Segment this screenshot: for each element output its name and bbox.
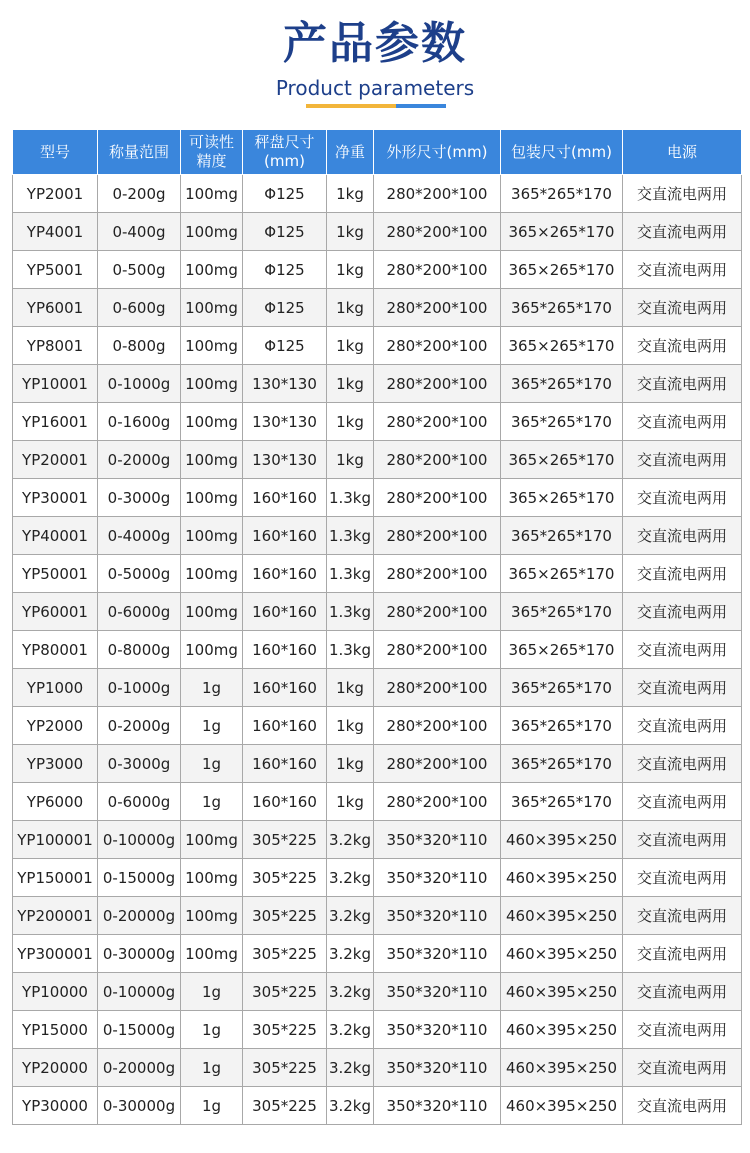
table-body (13, 175, 742, 1125)
table-cell: 交直流电两用 (623, 555, 742, 593)
table-cell: 0-20000g (98, 897, 181, 935)
table-cell: 365×265*170 (501, 327, 623, 365)
table-cell: 交直流电两用 (623, 1049, 742, 1087)
table-cell: 交直流电两用 (623, 479, 742, 517)
table-row (13, 821, 742, 859)
table-cell: 280*200*100 (374, 669, 501, 707)
product-parameters-table (12, 129, 742, 1125)
table-cell: 100mg (181, 631, 243, 669)
table-cell: 100mg (181, 251, 243, 289)
table-cell: 交直流电两用 (623, 1087, 742, 1125)
table-cell: Φ125 (243, 175, 327, 213)
table-row (13, 745, 742, 783)
column-header: 可读性 精度 (181, 130, 243, 175)
table-cell: 交直流电两用 (623, 669, 742, 707)
table-row (13, 365, 742, 403)
table-cell: 350*320*110 (374, 897, 501, 935)
table-cell: 1kg (327, 745, 374, 783)
table-cell: YP1000 (13, 669, 98, 707)
table-cell: 3.2kg (327, 935, 374, 973)
table-cell: 280*200*100 (374, 517, 501, 555)
table-cell: 280*200*100 (374, 251, 501, 289)
table-cell: 160*160 (243, 555, 327, 593)
table-cell: 交直流电两用 (623, 251, 742, 289)
column-header: 秤盘尺寸 (mm) (243, 130, 327, 175)
table-cell: 365*265*170 (501, 593, 623, 631)
table-cell: 460×395×250 (501, 1087, 623, 1125)
table-cell: 365*265*170 (501, 365, 623, 403)
table-cell: YP6000 (13, 783, 98, 821)
table-cell: 460×395×250 (501, 1011, 623, 1049)
table-cell: 1kg (327, 403, 374, 441)
table-cell: YP3000 (13, 745, 98, 783)
table-cell: 1g (181, 1011, 243, 1049)
table-cell: YP30001 (13, 479, 98, 517)
table-cell: 交直流电两用 (623, 175, 742, 213)
table-cell: 1.3kg (327, 631, 374, 669)
table-cell: YP80001 (13, 631, 98, 669)
table-cell: 0-2000g (98, 441, 181, 479)
table-cell: YP30000 (13, 1087, 98, 1125)
table-cell: 3.2kg (327, 821, 374, 859)
table-row (13, 973, 742, 1011)
table-cell: 0-600g (98, 289, 181, 327)
table-cell: 350*320*110 (374, 1049, 501, 1087)
table-cell: 交直流电两用 (623, 517, 742, 555)
table-cell: 1g (181, 1049, 243, 1087)
table-row (13, 517, 742, 555)
table-cell: 1kg (327, 669, 374, 707)
table-cell: 100mg (181, 517, 243, 555)
table-row (13, 403, 742, 441)
table-cell: 280*200*100 (374, 707, 501, 745)
table-cell: 460×395×250 (501, 973, 623, 1011)
table-cell: Φ125 (243, 327, 327, 365)
table-cell: 1g (181, 783, 243, 821)
table-cell: 0-1000g (98, 669, 181, 707)
table-row (13, 859, 742, 897)
table-cell: 365*265*170 (501, 403, 623, 441)
table-cell: 交直流电两用 (623, 1011, 742, 1049)
table-cell: 交直流电两用 (623, 935, 742, 973)
table-cell: 365*265*170 (501, 783, 623, 821)
column-header: 包装尺寸(mm) (501, 130, 623, 175)
table-cell: 0-200g (98, 175, 181, 213)
table-cell: 280*200*100 (374, 631, 501, 669)
table-cell: 0-5000g (98, 555, 181, 593)
table-cell: 1kg (327, 251, 374, 289)
table-cell: 280*200*100 (374, 175, 501, 213)
table-row (13, 1011, 742, 1049)
table-cell: 交直流电两用 (623, 403, 742, 441)
table-cell: 1kg (327, 441, 374, 479)
table-cell: 365*265*170 (501, 669, 623, 707)
table-cell: 100mg (181, 821, 243, 859)
table-cell: 160*160 (243, 479, 327, 517)
table-cell: 280*200*100 (374, 783, 501, 821)
page-subtitle: Product parameters (275, 76, 475, 100)
table-cell: Φ125 (243, 251, 327, 289)
table-cell: 305*225 (243, 897, 327, 935)
table-cell: 350*320*110 (374, 935, 501, 973)
table-cell: 交直流电两用 (623, 365, 742, 403)
table-cell: 280*200*100 (374, 745, 501, 783)
table-cell: 350*320*110 (374, 1087, 501, 1125)
table-cell: YP100001 (13, 821, 98, 859)
table-cell: YP50001 (13, 555, 98, 593)
table-cell: 100mg (181, 593, 243, 631)
table-cell: Φ125 (243, 289, 327, 327)
table-cell: 365×265*170 (501, 251, 623, 289)
table-cell: 0-15000g (98, 1011, 181, 1049)
table-cell: YP150001 (13, 859, 98, 897)
table-cell: 0-2000g (98, 707, 181, 745)
table-cell: 1g (181, 669, 243, 707)
table-cell: 280*200*100 (374, 213, 501, 251)
table-cell: 0-3000g (98, 479, 181, 517)
table-cell: 100mg (181, 365, 243, 403)
table-cell: 305*225 (243, 859, 327, 897)
table-cell: YP6001 (13, 289, 98, 327)
table-cell: YP4001 (13, 213, 98, 251)
table-cell: 3.2kg (327, 897, 374, 935)
table-cell: YP16001 (13, 403, 98, 441)
table-cell: 305*225 (243, 1087, 327, 1125)
underline-accent-blue (396, 104, 446, 108)
table-cell: 100mg (181, 859, 243, 897)
table-cell: 交直流电两用 (623, 327, 742, 365)
table-cell: 1g (181, 973, 243, 1011)
table-cell: 1g (181, 1087, 243, 1125)
table-cell: 160*160 (243, 669, 327, 707)
table-cell: 1kg (327, 327, 374, 365)
table-cell: 100mg (181, 403, 243, 441)
table-cell: 100mg (181, 935, 243, 973)
table-cell: 0-8000g (98, 631, 181, 669)
table-cell: 350*320*110 (374, 1011, 501, 1049)
table-row (13, 213, 742, 251)
table-row (13, 1087, 742, 1125)
table-cell: 交直流电两用 (623, 821, 742, 859)
table-cell: 280*200*100 (374, 365, 501, 403)
table-cell: 100mg (181, 213, 243, 251)
table-cell: YP300001 (13, 935, 98, 973)
table-cell: YP200001 (13, 897, 98, 935)
table-cell: 280*200*100 (374, 479, 501, 517)
table-cell: 0-10000g (98, 821, 181, 859)
table-cell: 365×265*170 (501, 555, 623, 593)
table-cell: 365×265*170 (501, 213, 623, 251)
table-row (13, 669, 742, 707)
table-cell: 460×395×250 (501, 859, 623, 897)
table-cell: 0-400g (98, 213, 181, 251)
table-cell: 100mg (181, 289, 243, 327)
table-cell: 0-3000g (98, 745, 181, 783)
table-cell: 160*160 (243, 517, 327, 555)
table-cell: YP15000 (13, 1011, 98, 1049)
table-row (13, 327, 742, 365)
table-cell: 1kg (327, 365, 374, 403)
table-cell: 交直流电两用 (623, 707, 742, 745)
table-cell: 0-4000g (98, 517, 181, 555)
table-cell: Φ125 (243, 213, 327, 251)
table-cell: 0-20000g (98, 1049, 181, 1087)
table-cell: 交直流电两用 (623, 289, 742, 327)
table-cell: 1kg (327, 213, 374, 251)
table-cell: 100mg (181, 327, 243, 365)
table-cell: YP20000 (13, 1049, 98, 1087)
column-header: 电源 (623, 130, 742, 175)
table-cell: 1.3kg (327, 555, 374, 593)
table-cell: 交直流电两用 (623, 631, 742, 669)
table-row (13, 555, 742, 593)
table-cell: 365×265*170 (501, 631, 623, 669)
table-cell: 280*200*100 (374, 555, 501, 593)
table-cell: 0-30000g (98, 935, 181, 973)
table-cell: 1kg (327, 175, 374, 213)
table-cell: 100mg (181, 175, 243, 213)
table-cell: 交直流电两用 (623, 973, 742, 1011)
table-cell: 365*265*170 (501, 175, 623, 213)
table-cell: 160*160 (243, 783, 327, 821)
table-cell: 交直流电两用 (623, 441, 742, 479)
table-cell: 280*200*100 (374, 593, 501, 631)
table-cell: 1.3kg (327, 593, 374, 631)
table-cell: 460×395×250 (501, 897, 623, 935)
table-cell: 100mg (181, 897, 243, 935)
table-cell: 130*130 (243, 441, 327, 479)
table-row (13, 289, 742, 327)
table-row (13, 707, 742, 745)
table-cell: 460×395×250 (501, 1049, 623, 1087)
table-cell: 0-10000g (98, 973, 181, 1011)
table-cell: 100mg (181, 555, 243, 593)
table-row (13, 897, 742, 935)
table-cell: 1g (181, 745, 243, 783)
table-cell: 1kg (327, 783, 374, 821)
table-cell: 305*225 (243, 1049, 327, 1087)
table-cell: 130*130 (243, 365, 327, 403)
table-cell: 160*160 (243, 631, 327, 669)
underline-accent-yellow (306, 104, 396, 108)
title-underline (306, 104, 446, 108)
table-cell: 1.3kg (327, 517, 374, 555)
table-cell: 365*265*170 (501, 745, 623, 783)
table-row (13, 441, 742, 479)
table-cell: YP40001 (13, 517, 98, 555)
table-cell: 460×395×250 (501, 821, 623, 859)
table-cell: 0-800g (98, 327, 181, 365)
table-cell: YP10000 (13, 973, 98, 1011)
table-row (13, 593, 742, 631)
table-cell: 0-1600g (98, 403, 181, 441)
table-row (13, 479, 742, 517)
table-cell: 3.2kg (327, 1011, 374, 1049)
table-cell: 305*225 (243, 973, 327, 1011)
table-cell: YP8001 (13, 327, 98, 365)
column-header: 外形尺寸(mm) (374, 130, 501, 175)
table-cell: 3.2kg (327, 859, 374, 897)
table-cell: 1kg (327, 707, 374, 745)
table-cell: 交直流电两用 (623, 593, 742, 631)
table-cell: 160*160 (243, 593, 327, 631)
table-cell: 160*160 (243, 745, 327, 783)
table-cell: 0-500g (98, 251, 181, 289)
column-header: 型号 (13, 130, 98, 175)
table-cell: 305*225 (243, 935, 327, 973)
table-cell: 305*225 (243, 821, 327, 859)
table-cell: 0-6000g (98, 593, 181, 631)
table-cell: 0-30000g (98, 1087, 181, 1125)
page-title: 产品参数 (283, 18, 467, 69)
table-cell: 0-6000g (98, 783, 181, 821)
table-header-row (13, 130, 742, 175)
table-cell: 0-15000g (98, 859, 181, 897)
table-cell: 350*320*110 (374, 821, 501, 859)
table-row (13, 251, 742, 289)
table-cell: 0-1000g (98, 365, 181, 403)
table-cell: 100mg (181, 441, 243, 479)
table-cell: YP5001 (13, 251, 98, 289)
table-cell: 1kg (327, 289, 374, 327)
table-cell: 350*320*110 (374, 973, 501, 1011)
column-header: 净重 (327, 130, 374, 175)
table-cell: 交直流电两用 (623, 213, 742, 251)
table-cell: YP60001 (13, 593, 98, 631)
table-row (13, 175, 742, 213)
table-row (13, 631, 742, 669)
table-cell: 100mg (181, 479, 243, 517)
table-cell: 305*225 (243, 1011, 327, 1049)
table-row (13, 935, 742, 973)
table-cell: 365×265*170 (501, 441, 623, 479)
table-cell: YP20001 (13, 441, 98, 479)
table-cell: 280*200*100 (374, 327, 501, 365)
table-cell: YP2000 (13, 707, 98, 745)
table-cell: 交直流电两用 (623, 897, 742, 935)
table-cell: 280*200*100 (374, 289, 501, 327)
table-cell: 350*320*110 (374, 859, 501, 897)
table-cell: 365*265*170 (501, 707, 623, 745)
table-cell: 3.2kg (327, 1087, 374, 1125)
table-row (13, 783, 742, 821)
table-cell: 3.2kg (327, 1049, 374, 1087)
table-cell: 160*160 (243, 707, 327, 745)
table-cell: 460×395×250 (501, 935, 623, 973)
table-cell: 365×265*170 (501, 479, 623, 517)
table-cell: 280*200*100 (374, 403, 501, 441)
table-cell: 365*265*170 (501, 517, 623, 555)
table-cell: 365*265*170 (501, 289, 623, 327)
table-cell: 3.2kg (327, 973, 374, 1011)
table-cell: YP10001 (13, 365, 98, 403)
table-cell: 交直流电两用 (623, 745, 742, 783)
table-cell: 1.3kg (327, 479, 374, 517)
table-cell: 280*200*100 (374, 441, 501, 479)
table-cell: 1g (181, 707, 243, 745)
table-cell: 交直流电两用 (623, 783, 742, 821)
table-cell: 交直流电两用 (623, 859, 742, 897)
table-cell: YP2001 (13, 175, 98, 213)
table-row (13, 1049, 742, 1087)
column-header: 称量范围 (98, 130, 181, 175)
table-cell: 130*130 (243, 403, 327, 441)
